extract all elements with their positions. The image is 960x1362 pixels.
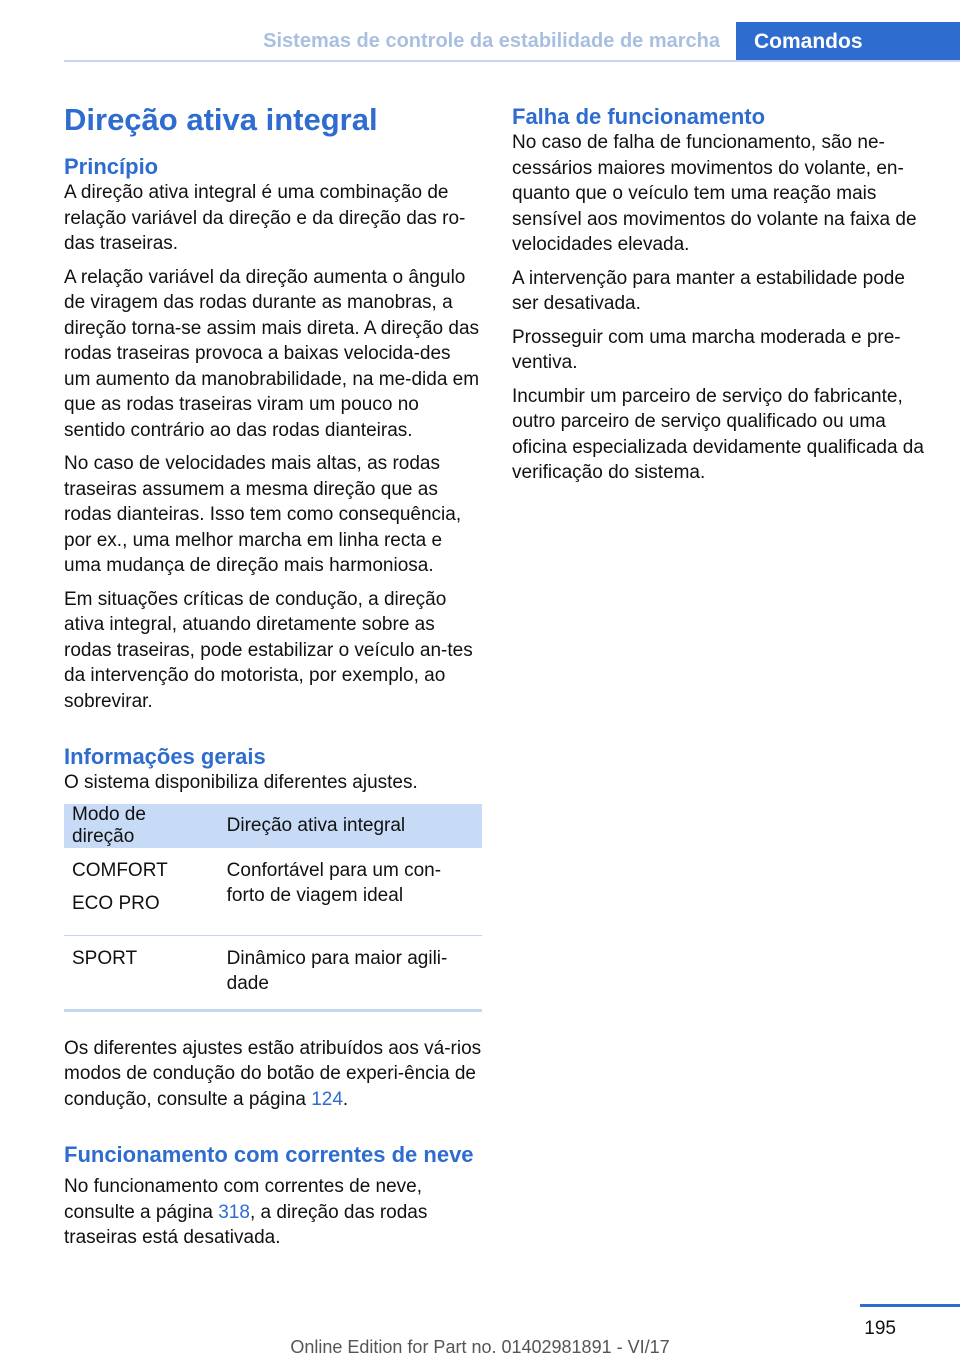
- snow-chains-text: No funcionamento com correntes de neve, consulte a página: [64, 1176, 423, 1223]
- modes-note-end: .: [342, 1088, 349, 1110]
- snow-chains-paragraph: [64, 1174, 482, 1251]
- principle-paragraph: Em situações críticas de condução, a direção ativa integral, atuando diretamente sobre as rodas traseiras, pode estabilizar o veículo an-tes da intervenção do motorista, por exemplo, ao sobrevirar.: [64, 588, 473, 712]
- general-info-heading: Informações gerais: [64, 744, 266, 769]
- malfunction-paragraph: No caso de falha de funcionamento, são ne-cessários maiores movimentos do volante, en-quanto que o veículo tem uma reação mais sensível aos movimentos do volante na faixa de velocidades elevada.: [512, 132, 917, 255]
- malfunction-paragraph: Prosseguir com uma marcha moderada e pre-ventiva.: [512, 326, 901, 373]
- mode-label: SPORT: [72, 947, 138, 969]
- header-rule: [64, 60, 960, 62]
- table-cell-modes: [64, 848, 219, 936]
- chapter-tab: Comandos: [736, 22, 960, 62]
- principle-paragraph: No caso de velocidades mais altas, as rodas traseiras assumem a mesma direção que as rodas dianteiras. Isso tem como consequência, por ex., uma melhor marcha em linha recta e uma mudança de direção mais harmoniosa.: [64, 453, 462, 576]
- general-info-intro: O sistema disponibiliza diferentes ajustes.: [64, 772, 418, 793]
- page-header: [64, 0, 960, 62]
- left-column: [64, 100, 482, 1259]
- principle-paragraph: A relação variável da direção aumenta o ângulo de viragem das rodas durante as manobras, a direção torna-se assim mais direta. A direção das rodas traseiras provoca a baixas velocida-des um aumento da manobrabilidade, na me-dida em que as rodas traseiras viram um pouco no sentido contrário ao das rodas dianteiras.: [64, 266, 480, 441]
- mode-label: ECO PRO: [72, 893, 160, 914]
- page-number: 195: [864, 1318, 896, 1339]
- modes-note: [64, 1036, 482, 1113]
- steering-modes-table: [64, 804, 482, 1012]
- table-cell-modes: [64, 935, 219, 1010]
- principle-heading: Princípio: [64, 154, 159, 179]
- table-header-mode: Modo de direção: [64, 804, 219, 848]
- modes-note-text: Os diferentes ajustes estão atribuídos aos vá-rios modos de condução do botão de experi-ência de condução, consulte a página: [64, 1037, 482, 1110]
- principle-paragraph: A direção ativa integral é uma combinação de relação variável da direção e da direção das ro-das traseiras.: [64, 182, 466, 254]
- snow-chains-text-end: , a direção das rodas traseiras está desativada.: [64, 1201, 428, 1248]
- page-link-318[interactable]: 318: [218, 1201, 250, 1223]
- right-column: [512, 100, 926, 494]
- malfunction-heading: Falha de funcionamento: [512, 104, 766, 129]
- mode-label: COMFORT: [72, 859, 168, 881]
- edition-watermark: Online Edition for Part no. 01402981891 - VI/17: [290, 1337, 670, 1357]
- malfunction-paragraph: A intervenção para manter a estabilidade pode ser desativada.: [512, 267, 905, 314]
- page-title: Direção ativa integral: [64, 102, 378, 137]
- table-header-steering: Direção ativa integral: [219, 804, 482, 848]
- table-cell-description: Dinâmico para maior agili-dade: [219, 935, 482, 1010]
- table-cell-description: Confortável para um con-forto de viagem ideal: [219, 848, 482, 936]
- snow-chains-heading: Funcionamento com correntes de neve: [64, 1142, 474, 1167]
- footer-rule: [860, 1304, 960, 1307]
- malfunction-paragraph: Incumbir um parceiro de serviço do fabricante, outro parceiro de serviço qualificado ou uma oficina especializada devidamente qualificada da verificação do sistema.: [512, 385, 924, 483]
- page-link-124[interactable]: 124: [311, 1088, 343, 1110]
- table-header-row: [64, 804, 482, 848]
- table-row: [64, 848, 482, 936]
- table-row: [64, 935, 482, 1010]
- section-title: Sistemas de controle da estabilidade de marcha: [263, 30, 720, 52]
